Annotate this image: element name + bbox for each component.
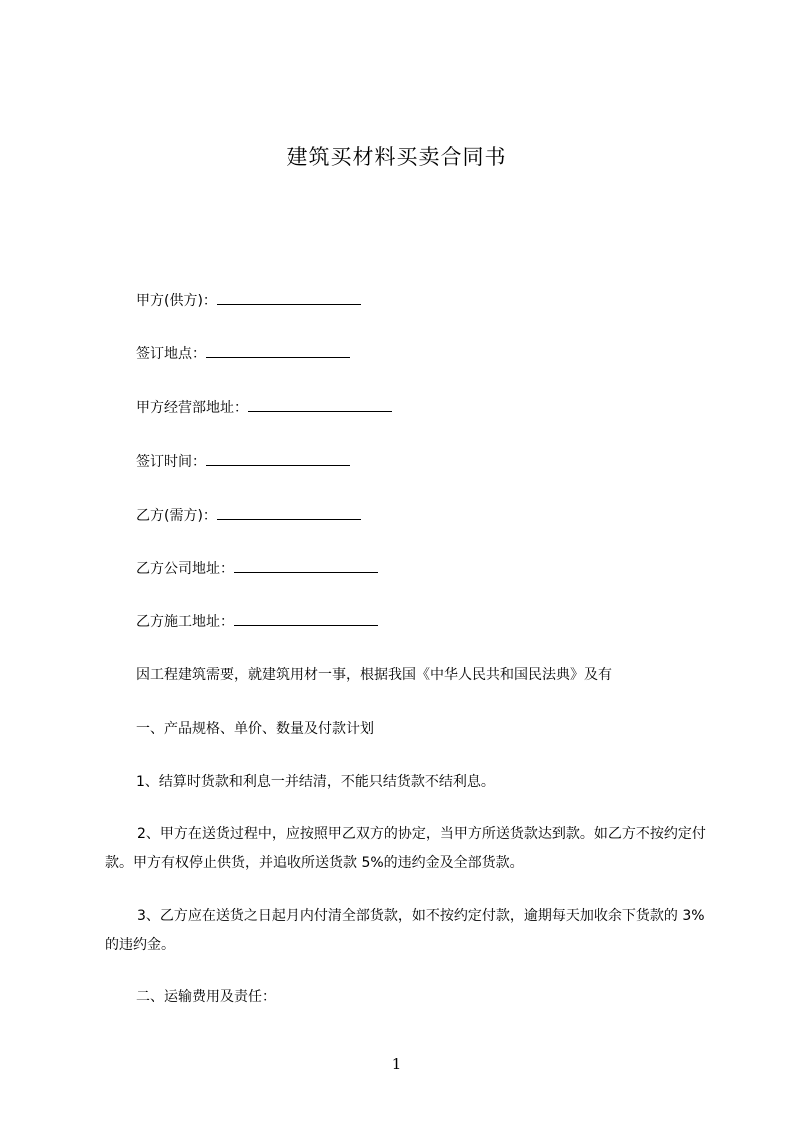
field-label: 乙方施工地址：	[136, 614, 234, 630]
clause-3: 3、乙方应在送货之日起月内付清全部货款，如不按约定付款，逾期每天加收余下货款的 3%的违约金。	[105, 908, 705, 953]
page-number: 1	[391, 1055, 402, 1073]
field-party-b-company-address	[136, 559, 378, 579]
section-1-heading: 一、产品规格、单价、数量及付款计划	[136, 721, 374, 737]
field-label: 乙方公司地址：	[136, 561, 234, 577]
blank-line	[206, 452, 350, 466]
document-title: 建筑买材料买卖合同书	[286, 145, 507, 169]
blank-line	[234, 612, 378, 626]
field-label: 签订时间：	[136, 454, 206, 470]
section-2-heading: 二、运输费用及责任：	[136, 989, 276, 1005]
field-signing-time	[136, 452, 350, 472]
blank-line	[234, 559, 378, 573]
field-signing-place	[136, 344, 350, 364]
blank-line	[217, 506, 361, 520]
field-label: 签订地点：	[136, 346, 206, 362]
blank-line	[248, 398, 392, 412]
field-party-a	[136, 291, 361, 311]
field-party-b	[136, 506, 361, 526]
clause-1: 1、结算时货款和利息一并结清，不能只结货款不结利息。	[136, 774, 495, 790]
field-label: 乙方(需方)：	[136, 508, 217, 524]
field-label: 甲方(供方)：	[136, 293, 217, 309]
blank-line	[206, 344, 350, 358]
clause-2: 2、甲方在送货过程中，应按照甲乙双方的协定，当甲方所送货款达到款。如乙方不按约定付款。甲方有权停止供货，并追收所送货款 5%的违约金及全部货款。	[105, 826, 706, 871]
intro-paragraph: 因工程建筑需要，就建筑用材一事，根据我国《中华人民共和国民法典》及有	[136, 667, 612, 683]
field-party-b-site-address	[136, 612, 378, 632]
blank-line	[217, 291, 361, 305]
field-party-a-address	[136, 398, 392, 418]
field-label: 甲方经营部地址：	[136, 400, 248, 416]
